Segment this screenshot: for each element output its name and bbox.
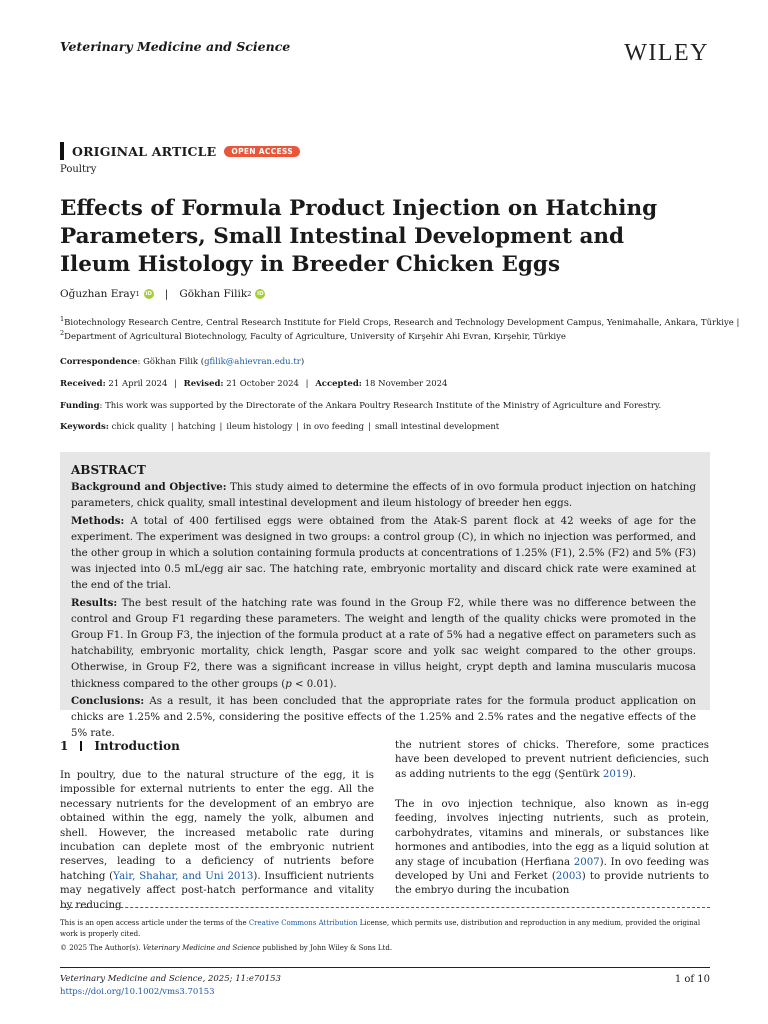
publisher-logo: WILEY [624,40,709,66]
correspondence-name: Gökhan Filik [143,357,199,367]
orcid-icon[interactable]: iD [145,291,152,297]
license-text: This is an open access article under the terms of the [60,919,249,927]
abstract-results-label: Results: [71,596,118,609]
revised-label: Revised: [183,379,224,389]
open-access-badge: OPEN ACCESS [224,146,300,157]
affiliation-sup: 2 [60,329,65,338]
abstract-content [71,462,696,742]
doi-link[interactable]: https://doi.org/10.1002/vms3.70153 [60,987,215,997]
intro-paragraph-text: ). [628,768,637,780]
section-heading-introduction [60,739,180,753]
article-title: Effects of Formula Product Injection on Hatching Parameters, Small Intestinal Development and Ileum Histology in Breeder Chicken Eggs [60,196,658,277]
abstract-methods-label: Methods: [71,514,125,527]
intro-paragraph-text: In poultry, due to the natural structure of the egg, it is impossible for external nutrients to enter the egg. All the necessary nutrients for the development of an embryo are obtained within the egg, namely the yolk, albumen and shell. However, the increased metabolic rate during incubation can deplete most of the embryonic nutrient reserves, leading to a deficiency of nutrients before hatching ( [60,770,374,882]
intro-paragraph [395,739,709,782]
funding-text: This work was supported by the Directorate of the Ankara Poultry Research Institute of the Ministry of Agriculture and Forestry. [105,401,662,411]
page-number: 1 of 10 [674,974,710,985]
intro-paragraph [395,798,709,899]
affiliation [60,315,740,328]
keyword-separator: | [219,422,223,432]
date-separator: | [305,379,309,389]
keyword: hatching [177,422,216,432]
intro-paragraph-text: the nutrient stores of chicks. Therefore, some practices have been developed to prevent nutrient deficiencies, such as adding nutrients to the egg (Şentürk [395,740,709,780]
abstract-heading: ABSTRACT [71,463,146,477]
intro-paragraph [60,769,374,913]
article-dates [60,379,447,389]
funding-label: Funding [60,401,100,411]
keyword: small intestinal development [374,422,500,432]
journal-citation: Veterinary Medicine and Science, 2025; 11:e70153 [60,974,281,984]
footer-rule [60,967,710,968]
journal-name: Veterinary Medicine and Science [60,39,291,54]
received-date: 21 April 2024 [108,379,168,389]
abstract-results-end: < 0.01). [291,678,337,690]
copyright-text: © 2025 The Author(s). [60,944,143,952]
article-type [60,142,300,160]
revised-date: 21 October 2024 [226,379,299,389]
section-heading-bar [80,741,82,751]
article-section: Poultry [60,164,97,175]
abstract-background [71,479,696,512]
citation-link[interactable]: 2003 [555,871,582,883]
affiliation-separator: | [736,318,740,328]
abstract-background-text: This study aimed to determine the effects of in ovo formula product injection on hatching parameters, chick quality, small intestinal development and ileum histology of breeder hen eggs. [71,482,696,510]
keyword-separator: | [368,422,371,432]
copyright-text: published by John Wiley & Sons Ltd. [260,944,393,952]
intro-paragraph-text: ) to provide nutrients to the embryo during the incubation [395,871,709,897]
section-title: Introduction [94,739,180,753]
license-link[interactable]: Creative Commons Attribution [248,919,358,927]
citation-link[interactable]: Yair, Shahar, and Uni 2013 [113,870,254,882]
citation-link[interactable]: 2007 [573,856,600,868]
correspondence-label: Correspondence [60,357,138,367]
affiliation-text: Biotechnology Research Centre, Central Research Institute for Field Crops, Research and Technology Development Campus, Yenimahalle, Ankara, Türkiye [64,318,734,328]
funding: Funding: This work was supported by the Directorate of the Ankara Poultry Research Institute of the Ministry of Agriculture and Forestry. [60,401,662,411]
keyword-separator: | [170,422,174,432]
author-separator: | [164,288,169,300]
intro-paragraph-text: The in ovo injection technique, also known as in-egg feeding, involves injecting nutrients, such as protein, carbohydrates, vitamins and minerals, or substances like hormones and antibodies, into the egg as a liquid solution at any stage of incubation (Herfiana [395,799,709,868]
author-list: Oğuzhan Eray 1 iD | Gökhan Filik 2 iD [60,288,264,300]
section-number: 1 [60,739,69,753]
date-separator: | [174,379,177,389]
author-name[interactable]: Oğuzhan Eray [60,288,136,300]
accepted-date: 18 November 2024 [364,379,448,389]
keyword: chick quality [111,422,167,432]
intro-paragraph-text: ). Insufficient nutrients may negatively affect post-hatch performance and vitality by reducing [60,870,374,911]
footnote-divider [60,907,710,908]
citation-link[interactable]: 2019 [602,768,629,780]
abstract-box [60,452,710,740]
abstract-methods-text: A total of 400 fertilised eggs were obtained from the Atak-S parent flock at 42 weeks of age for the experiment. The experiment was designed in two groups: a control group (C), in which no injection was performed, and the other group in which a solution containing formula products at concentrations of 1.25% (F1), 2.5% (F2) and 5% (F3) was injected into 0.5 mL/egg air sac. The hatching rate, embryonic mortality and discard chick rate were examined at the end of the trial. [71,515,696,592]
affiliation-sup: 1 [60,315,65,324]
article-type-bar [60,142,64,160]
author-name[interactable]: Gökhan Filik [179,288,248,300]
keywords [60,422,499,432]
abstract-conclusions [71,693,696,743]
article-type-label: ORIGINAL ARTICLE [72,143,217,159]
received-label: Received: [60,379,106,389]
intro-paragraph-text: ). In ovo feeding was developed by Uni and Ferket ( [395,856,709,883]
license-note [60,918,710,940]
accepted-label: Accepted: [315,379,362,389]
abstract-results [71,595,696,693]
license-text: License, which permits use, distribution and reproduction in any medium, provided the original work is properly cited. [60,919,701,938]
abstract-p-value-symbol: p [285,678,292,690]
affiliation-text: Department of Agricultural Biotechnology, Faculty of Agriculture, University of Kırşehir Ahi Evran, Kırşehir, Türkiye [64,332,566,342]
copyright-note [60,944,392,952]
abstract-conclusions-text: As a result, it has been concluded that the appropriate rates for the formula product application on chicks are 1.25% and 2.5%, considering the positive effects of the 1.25% and 2.5% rates and the negative effects of the 5% rate. [71,695,696,740]
keyword: ileum histology [226,422,293,432]
correspondence: Correspondence: Gökhan Filik (gfilik@ahievran.edu.tr) [60,357,305,367]
abstract-background-label: Background and Objective: [71,481,227,494]
affiliation [60,329,566,342]
keyword-separator: | [296,422,300,432]
abstract-methods [71,513,696,595]
abstract-results-text: The best result of the hatching rate was found in the Group F2, while there was no difference between the control and Group F1 regarding these parameters. The weight and length of the quality chicks were promoted in the Group F1. In Group F3, the injection of the formula product at a rate of 5% had a negative effect on parameters such as hatchability, embryonic mortality, chick length, Pasgar score and yolk sac weight compared to the other groups. Otherwise, in Group F2, there was a significant increase in villus height, crypt depth and lamina muscularis mucosa thickness compared to the other groups ( [71,597,696,690]
abstract-conclusions-label: Conclusions: [71,694,145,707]
keywords-label: Keywords: [60,422,109,432]
correspondence-email-link[interactable]: gfilik@ahievran.edu.tr [204,357,301,367]
copyright-journal: Veterinary Medicine and Science [142,944,261,952]
orcid-icon[interactable]: iD [257,291,264,297]
keyword: in ovo feeding [303,422,365,432]
